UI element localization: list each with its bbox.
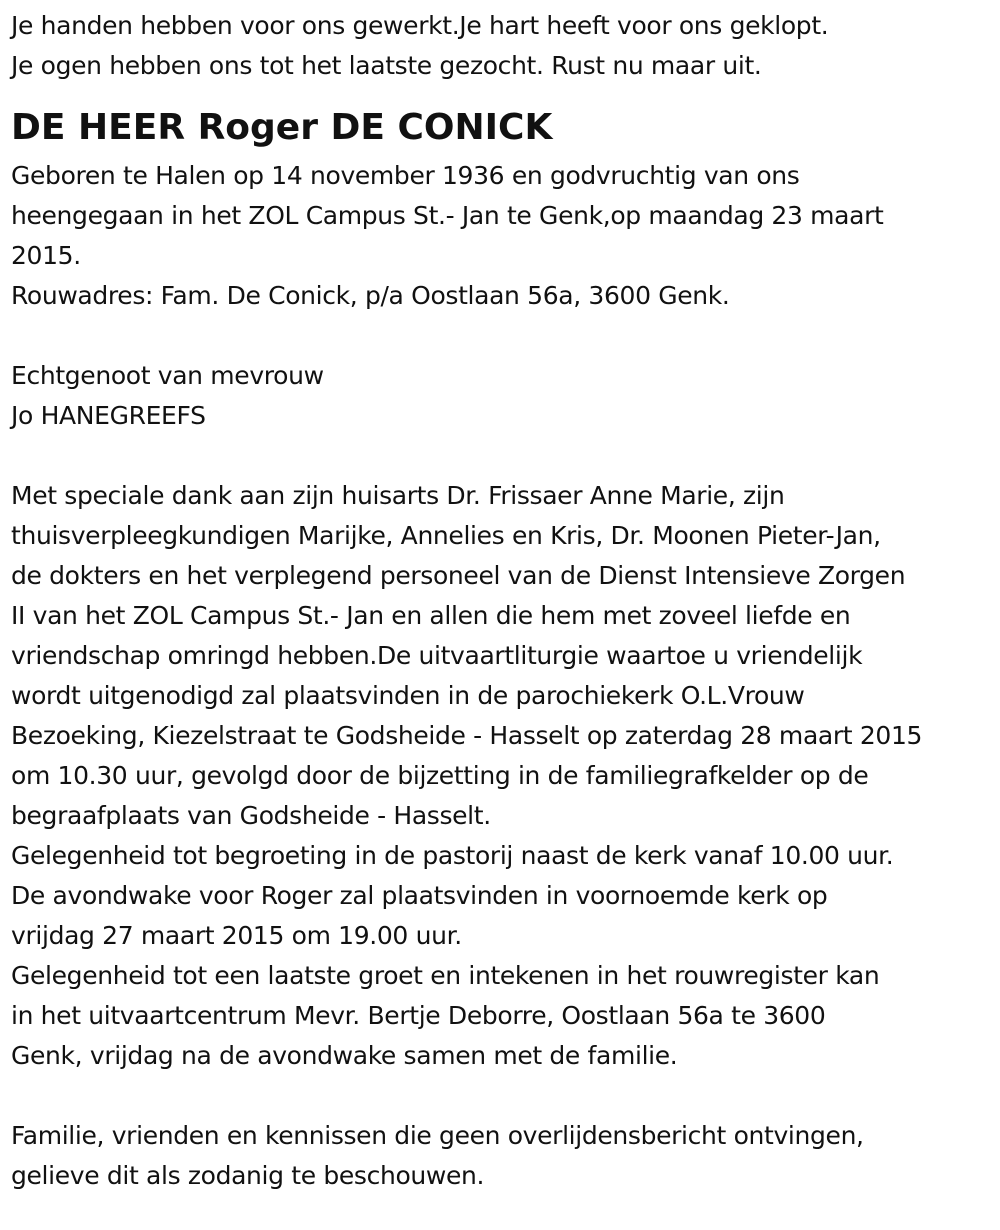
- thanks-line: vrijdag 27 maart 2015 om 19.00 uur.: [11, 921, 462, 950]
- spouse-line: Echtgenoot van mevrouw: [11, 361, 324, 390]
- thanks-line: Bezoeking, Kiezelstraat te Godsheide - Hasselt op zaterdag 28 maart 2015: [11, 721, 923, 750]
- spouse-block: [11, 356, 1000, 436]
- birth-block: [11, 156, 1000, 316]
- thanks-line: in het uitvaartcentrum Mevr. Bertje Deborre, Oostlaan 56a te 3600: [11, 1001, 826, 1030]
- spouse-name: Jo HANEGREEFS: [11, 401, 206, 430]
- spacer: [11, 436, 1000, 476]
- mourning-address-line: Rouwadres: Fam. De Conick, p/a Oostlaan 56a, 3600 Genk.: [11, 281, 730, 310]
- thanks-block: [11, 476, 1000, 1076]
- thanks-line: Genk, vrijdag na de avondwake samen met de familie.: [11, 1041, 678, 1070]
- birth-line: 2015.: [11, 241, 81, 270]
- notice-block: [11, 1116, 1000, 1196]
- thanks-line: om 10.30 uur, gevolgd door de bijzetting in de familiegrafkelder op de: [11, 761, 869, 790]
- motto-line: Je handen hebben voor ons gewerkt.Je hart heeft voor ons geklopt.: [11, 11, 829, 40]
- thanks-line: Gelegenheid tot een laatste groet en intekenen in het rouwregister kan: [11, 961, 880, 990]
- thanks-line: Gelegenheid tot begroeting in de pastorij naast de kerk vanaf 10.00 uur.: [11, 841, 894, 870]
- spacer: [11, 1076, 1000, 1116]
- deceased-name-heading: DE HEER Roger DE CONICK: [11, 107, 553, 148]
- spacer: [11, 316, 1000, 356]
- thanks-line: De avondwake voor Roger zal plaatsvinden in voornoemde kerk op: [11, 881, 828, 910]
- thanks-line: wordt uitgenodigd zal plaatsvinden in de parochiekerk O.L.Vrouw: [11, 681, 805, 710]
- birth-line: Geboren te Halen op 14 november 1936 en godvruchtig van ons: [11, 161, 800, 190]
- thanks-line: vriendschap omringd hebben.De uitvaartliturgie waartoe u vriendelijk: [11, 641, 863, 670]
- thanks-line: begraafplaats van Godsheide - Hasselt.: [11, 801, 491, 830]
- motto-block: [11, 6, 1000, 86]
- birth-line: heengegaan in het ZOL Campus St.- Jan te Genk,op maandag 23 maart: [11, 201, 884, 230]
- thanks-line: Met speciale dank aan zijn huisarts Dr. Frissaer Anne Marie, zijn: [11, 481, 785, 510]
- thanks-line: de dokters en het verplegend personeel van de Dienst Intensieve Zorgen: [11, 561, 906, 590]
- notice-line: gelieve dit als zodanig te beschouwen.: [11, 1161, 485, 1190]
- motto-line: Je ogen hebben ons tot het laatste gezocht. Rust nu maar uit.: [11, 51, 762, 80]
- thanks-line: II van het ZOL Campus St.- Jan en allen die hem met zoveel liefde en: [11, 601, 851, 630]
- thanks-line: thuisverpleegkundigen Marijke, Annelies en Kris, Dr. Moonen Pieter-Jan,: [11, 521, 881, 550]
- notice-line: Familie, vrienden en kennissen die geen overlijdensbericht ontvingen,: [11, 1121, 864, 1150]
